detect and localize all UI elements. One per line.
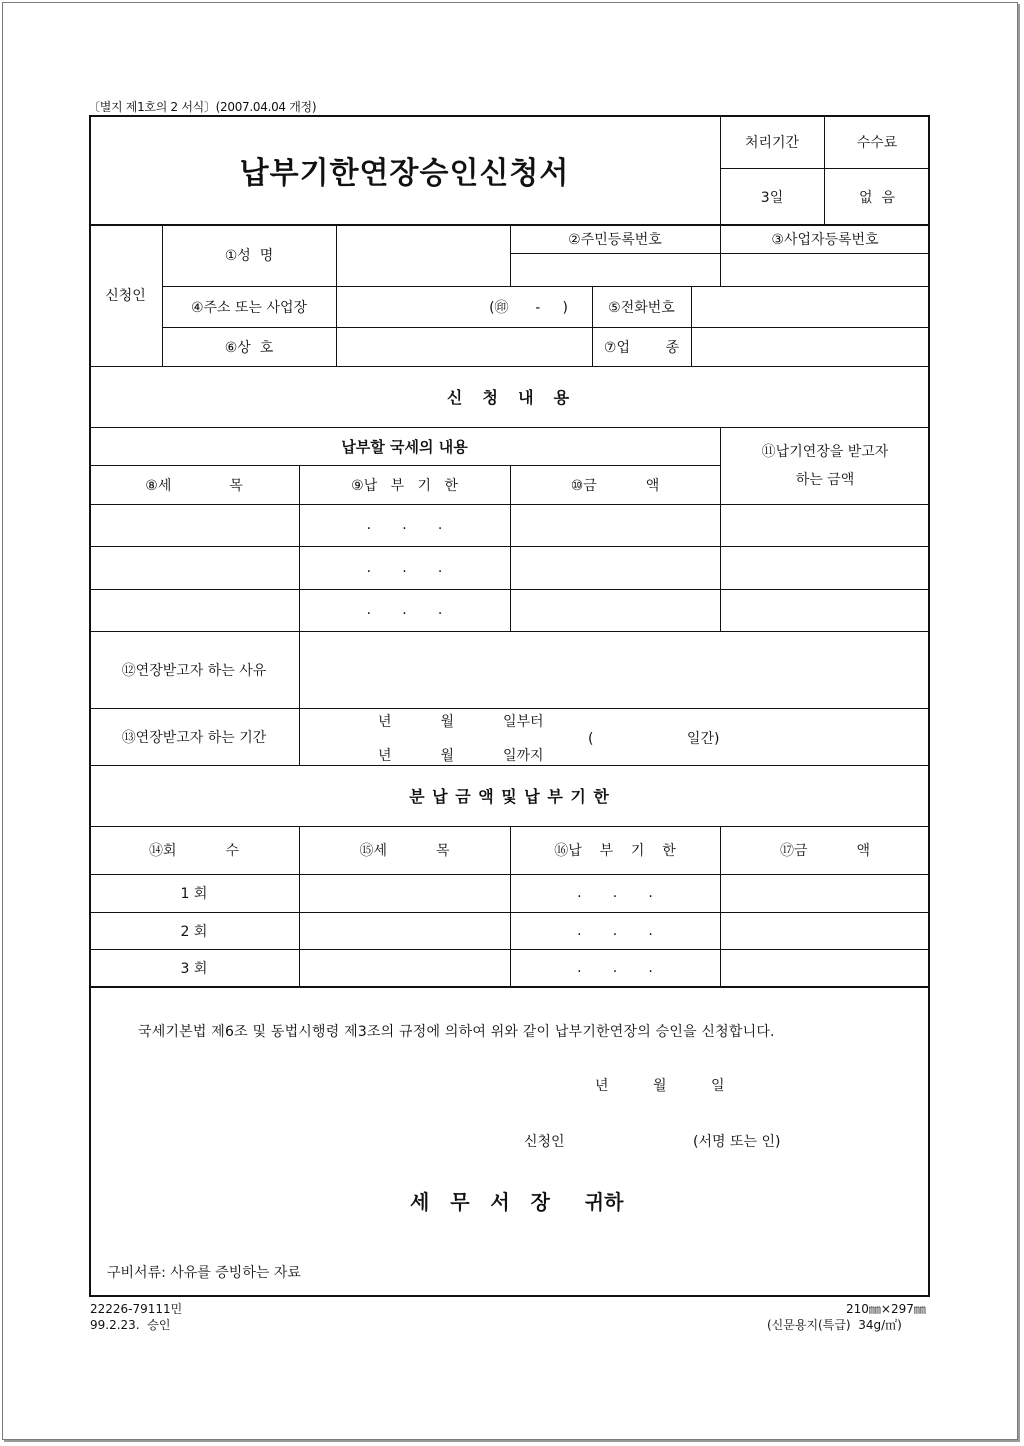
required-documents: 구비서류: 사유를 증빙하는 자료 <box>107 1265 301 1281</box>
signature-label: (서명 또는 인) <box>693 1134 781 1150</box>
resident-no-field[interactable] <box>510 253 720 286</box>
business-type-field[interactable] <box>691 327 930 366</box>
business-no-label: ③사업자등록번호 <box>771 231 879 248</box>
request-section-title: 신 청 내 용 <box>446 388 573 407</box>
form-title: 납부기한연장승인신청서 <box>239 156 570 191</box>
processing-period-value: 3일 <box>760 189 784 206</box>
approval-date: 99.2.23. 승인 <box>90 1318 171 1332</box>
period-days: ( 일간) <box>588 731 720 747</box>
period-label: ⑬연장받고자 하는 기간 <box>121 729 267 746</box>
form-code: 22226-79111민 <box>90 1302 183 1316</box>
reason-field[interactable] <box>299 631 930 708</box>
rule <box>89 986 930 988</box>
installment-tax-item-column: ⑮세 목 <box>359 843 450 859</box>
phone-field[interactable] <box>691 286 930 327</box>
trade-name-field[interactable] <box>336 327 592 366</box>
installment-round: 1 회 <box>180 886 208 902</box>
postal-code-field[interactable]: (㊞ - ) <box>489 299 568 316</box>
round-column: ⑭회 수 <box>149 843 239 859</box>
reason-label: ⑫연장받고자 하는 사유 <box>121 662 267 679</box>
installment-round: 3 회 <box>180 960 208 977</box>
fee-label: 수수료 <box>856 135 898 151</box>
name-label: ①성 명 <box>224 248 274 264</box>
installment-due-date[interactable]: . . . <box>577 885 653 901</box>
installment-round: 2 회 <box>180 923 208 940</box>
installment-section-title: 분 납 금 액 및 납 부 기 한 <box>409 787 610 806</box>
business-no-field[interactable] <box>720 253 930 286</box>
due-date-column: ⑨납 부 기 한 <box>351 477 458 494</box>
due-date-cell[interactable]: . . . <box>366 602 443 618</box>
paper-size: 210㎜×297㎜ <box>846 1302 926 1316</box>
applicant-group-label: 신청인 <box>105 288 146 304</box>
installment-due-date[interactable]: . . . <box>577 959 653 976</box>
period-from: 년 월 일부터 <box>378 714 544 730</box>
fee-value: 없 음 <box>859 189 895 206</box>
processing-period-label: 처리기간 <box>744 135 800 151</box>
form-note: 〔별지 제1호의 2 서식〕(2007.04.04 개정) <box>88 100 317 114</box>
period-to: 년 월 일까지 <box>378 748 544 764</box>
amount-column: ⑩금 액 <box>570 477 660 494</box>
trade-name-label: ⑥상 호 <box>224 339 274 356</box>
installment-amount-column: ⑰금 액 <box>780 843 870 859</box>
name-field[interactable] <box>336 224 510 286</box>
extension-amount-label: ⑪납기연장을 받고자 하는 금액 <box>761 443 889 488</box>
address-label: ④주소 또는 사업장 <box>190 299 308 316</box>
due-date-cell[interactable]: . . . <box>366 517 443 533</box>
tax-content-header: 납부할 국세의 내용 <box>341 437 468 456</box>
declaration-date: 년 월 일 <box>595 1078 725 1094</box>
business-type-label: ⑦업 종 <box>603 339 680 356</box>
addressee: 세 무 서 장 귀하 <box>410 1190 624 1214</box>
paper-spec: (신문용지(특급) 34g/㎡) <box>767 1318 902 1332</box>
phone-label: ⑤전화번호 <box>608 299 675 316</box>
declaration-applicant-label: 신청인 <box>524 1134 565 1150</box>
declaration-statement: 국세기본법 제6조 및 동법시행령 제3조의 규정에 의하여 위와 같이 납부기한연장의 승인을 신청합니다. <box>138 1024 775 1040</box>
installment-due-date[interactable]: . . . <box>577 922 653 939</box>
tax-item-column: ⑧세 목 <box>145 477 243 494</box>
due-date-cell[interactable]: . . . <box>366 559 443 576</box>
installment-due-date-column: ⑯납 부 기 한 <box>554 843 676 859</box>
resident-no-label: ②주민등록번호 <box>568 231 662 248</box>
